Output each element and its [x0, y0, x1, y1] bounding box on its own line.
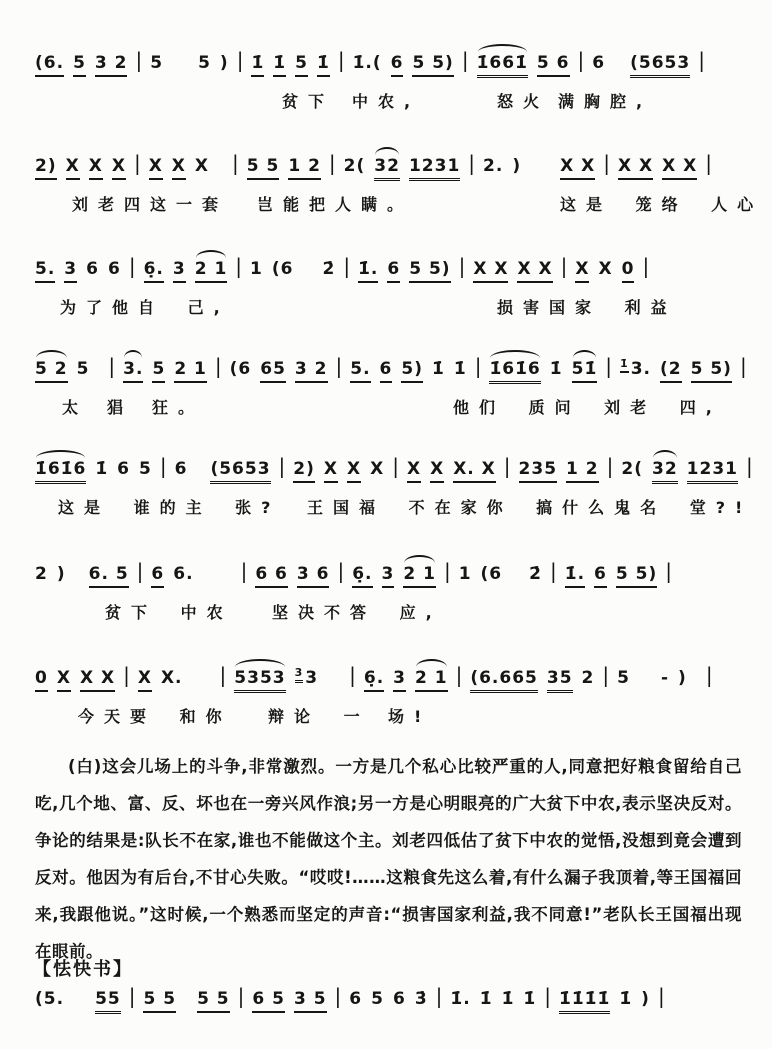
notation-token: 3 — [382, 563, 395, 588]
notation-token: X X — [473, 258, 508, 283]
notation-token: X — [66, 155, 80, 180]
notation-token: X X — [560, 155, 595, 180]
notation-token: 5 — [150, 53, 164, 73]
music-system-6 — [35, 561, 747, 624]
notation-token: 235 — [519, 458, 558, 483]
notation-token: 6 5 — [252, 988, 285, 1013]
notation-token: 1̇1̇1̇1̇ — [559, 988, 610, 1014]
notation-token: 1̇ — [549, 359, 563, 379]
lyric-segment: 怒火 — [497, 92, 550, 111]
notation-token: 3 — [295, 667, 304, 683]
notation-token: 6 — [592, 53, 606, 73]
jianpu-notation-line — [35, 50, 747, 80]
notation-token: 1̇ — [95, 459, 109, 479]
notation-token: 65 — [260, 358, 286, 383]
lyric-segment: 中农, — [352, 92, 421, 111]
barline: | — [343, 254, 352, 278]
notation-token: X — [370, 459, 385, 479]
notation-token: 5 5) — [616, 563, 657, 588]
barline: | — [549, 559, 558, 583]
barline: | — [657, 984, 666, 1008]
notation-token: 2) — [293, 458, 315, 483]
notation-token: 5353 — [234, 667, 285, 693]
notation-token: 5 — [76, 359, 90, 379]
barline: | — [337, 559, 346, 583]
notation-token: X — [407, 458, 421, 483]
notation-token: 5 2 — [35, 358, 68, 383]
barline: | — [705, 151, 714, 175]
notation-token: 3 — [64, 258, 77, 283]
music-system-4 — [35, 356, 747, 419]
notation-token: 5 6 — [537, 52, 570, 77]
notation-token: X — [89, 155, 103, 180]
notation-token: 5 5) — [691, 358, 732, 383]
lyric-segment: 贫下 — [282, 92, 335, 111]
notation-token: 6 6 — [255, 563, 288, 588]
lyric-segment: 岂能把人瞒。 — [257, 195, 414, 214]
notation-token: 5 5 — [197, 988, 230, 1013]
notation-token: 5 — [295, 52, 308, 77]
notation-token: X. — [160, 668, 183, 688]
notation-token: 3̇ — [414, 989, 428, 1009]
notation-token: - — [660, 668, 670, 688]
notation-token: 0 — [622, 258, 635, 283]
barline: | — [123, 663, 131, 687]
notation-token: 5 5 — [247, 155, 280, 180]
notation-token: ) — [678, 668, 687, 688]
notation-token: 0 — [35, 667, 48, 692]
notation-token: 5 — [617, 668, 630, 688]
notation-token: 1̇ — [523, 989, 537, 1009]
notation-token: 2 1 — [174, 358, 207, 383]
lyric-segment: 场! — [388, 707, 432, 726]
notation-token: 3 — [173, 258, 186, 283]
notation-token: 6̣. — [144, 258, 164, 283]
notation-token: 2̇ — [529, 564, 542, 584]
music-system-5 — [35, 454, 754, 519]
notation-token: X — [57, 667, 71, 692]
lyrics-line — [35, 295, 747, 319]
music-system-1 — [35, 50, 747, 113]
lyric-segment: 贫下 中农 — [105, 603, 233, 622]
notation-token: (6 — [480, 564, 503, 584]
music-system-3 — [35, 256, 747, 319]
notation-token: (6.665 — [470, 667, 538, 693]
barline: | — [278, 454, 287, 478]
notation-token: 1̇61̇6 — [35, 458, 86, 484]
barline: | — [606, 454, 615, 478]
spoken-dialogue: (白)这会儿场上的斗争,非常激烈。一方是几个私心比较严重的人,同意把好粮食留给自己吃,几个地、富、反、坏也在一旁兴风作浪;另一方是心明眼亮的广大贫下中农,表示坚决反对。争论的结果是:队长不在家,谁也不能做这个主。刘老四低估了贫下中农的觉悟,没想到竟会遭到反对。他因为有后台,不甘心失败。“哎哎!……这粮食先这么着,有什么漏子我顶着,等王国福回来,我跟他说。”这时候,一个熟悉而坚定的声音:“损害国家利益,我不同意!”老队长王国福出现在眼前。 — [35, 757, 742, 961]
barline: | — [455, 663, 464, 687]
lyric-segment: 满胸腔, — [558, 92, 653, 111]
notation-token: 2 1 — [415, 667, 448, 692]
barline: | — [603, 151, 611, 175]
barline: | — [698, 48, 706, 72]
notation-token: 3 — [393, 667, 406, 692]
notation-token: 3 2 — [95, 52, 128, 77]
notation-token: 1231 — [687, 458, 738, 484]
barline: | — [108, 354, 117, 378]
notation-token: X X — [517, 258, 552, 283]
notation-token: X. X — [453, 458, 496, 483]
notation-token: 6 — [387, 258, 400, 283]
barline: | — [577, 48, 586, 72]
notation-token: 1̇. — [450, 989, 471, 1009]
notation-token: ) — [219, 53, 229, 73]
notation-token: 6 — [86, 259, 99, 279]
barline: | — [335, 354, 344, 378]
notation-token: 5) — [401, 358, 423, 383]
notation-token: X — [324, 458, 338, 483]
notation-token: 5 — [73, 52, 86, 77]
barline: | — [337, 48, 346, 72]
barline: | — [219, 663, 228, 687]
notation-token: 2̇ — [322, 259, 336, 279]
barline: | — [136, 559, 145, 583]
lyric-segment: 今天要 和你 — [78, 707, 232, 726]
notation-token: (2 — [660, 358, 682, 383]
notation-token: 3. — [630, 359, 651, 379]
lyric-segment: 太 — [62, 398, 89, 417]
notation-token: X — [138, 667, 152, 692]
notation-token: 1̇ — [479, 989, 493, 1009]
notation-token: 35 — [547, 667, 573, 693]
notation-token: 2) — [35, 155, 57, 180]
notation-token: 6 — [392, 989, 406, 1009]
barline: | — [128, 984, 137, 1008]
barline: | — [745, 454, 754, 478]
notation-token: 5 5 — [143, 988, 176, 1013]
notation-token: 3 — [305, 668, 319, 688]
notation-token: 2 — [581, 668, 595, 688]
notation-token: 6 — [107, 259, 121, 279]
notation-token: 1̇ — [453, 359, 467, 379]
lyrics-line — [35, 704, 747, 728]
notation-token: 51̇ — [572, 358, 598, 383]
notation-token: 5 — [152, 358, 165, 383]
barline: | — [236, 48, 245, 72]
notation-token: 1̇ — [501, 989, 515, 1009]
barline: | — [435, 984, 444, 1008]
barline: | — [235, 254, 244, 278]
lyrics-line — [35, 600, 747, 624]
barline: | — [605, 354, 614, 378]
jianpu-notation-line — [35, 986, 747, 1016]
barline: | — [665, 559, 673, 583]
barline: | — [602, 663, 611, 687]
music-system-2 — [35, 151, 764, 216]
notation-token: 6̣. — [352, 563, 372, 588]
notation-token: X — [575, 258, 589, 283]
music-system-7 — [35, 665, 747, 728]
notation-token: (6 — [229, 359, 252, 379]
notation-token: 6̣. — [364, 667, 384, 692]
notation-token: 1̇661̇ — [477, 52, 528, 78]
jianpu-notation-line — [35, 454, 754, 486]
notation-token: 1 — [458, 564, 472, 584]
notation-token: 5 — [198, 53, 211, 73]
notation-token: 6 — [174, 459, 188, 479]
notation-token: 2 1 — [403, 563, 436, 588]
notation-token: X X — [662, 155, 697, 180]
notation-token: 1̇. — [358, 258, 378, 283]
notation-token: 6. 5 — [89, 563, 129, 588]
lyric-segment: 辩论 一 — [268, 707, 370, 726]
notation-token: 3 5 — [294, 988, 327, 1013]
barline: | — [128, 254, 137, 278]
lyric-segment: 为了他自 己, — [60, 298, 230, 317]
barline: | — [544, 984, 552, 1008]
notation-token: ) — [56, 564, 66, 584]
music-system-8 — [35, 986, 747, 1049]
barline: | — [328, 151, 337, 175]
notation-token: 6 — [151, 563, 164, 588]
barline: | — [133, 151, 142, 175]
lyrics-line — [35, 89, 747, 113]
lyrics-line — [35, 395, 747, 419]
notation-token: 1 — [250, 259, 263, 279]
notation-token: 6. — [173, 564, 194, 584]
barline: | — [214, 354, 223, 378]
lyrics-line — [35, 495, 753, 519]
notation-token: X — [172, 155, 186, 180]
notation-token: 1 2 — [288, 155, 321, 180]
notation-token: X X — [618, 155, 653, 180]
notation-token: 6 — [594, 563, 607, 588]
lyric-segment: 猖 — [107, 398, 134, 417]
lyrics-line — [35, 192, 764, 216]
barline: | — [560, 254, 569, 278]
jianpu-notation-line — [35, 153, 747, 183]
notation-token: 3 6 — [297, 563, 330, 588]
notation-token: 1̇.( — [352, 53, 382, 73]
jianpu-notation-line — [35, 665, 747, 695]
notation-token: 1231 — [409, 155, 460, 181]
notation-token: 5 5) — [409, 258, 450, 283]
barline: | — [705, 663, 714, 687]
notation-token: (6 — [271, 259, 294, 279]
lyric-segment: 坚决不答 应, — [272, 603, 442, 622]
notation-token: 5 — [139, 459, 152, 479]
notation-token: 5. — [35, 258, 55, 283]
barline: | — [237, 984, 246, 1008]
jianpu-notation-line — [35, 356, 747, 386]
notation-token: 5 — [371, 989, 384, 1009]
notation-token: X — [598, 259, 613, 279]
notation-token: ) — [512, 156, 522, 176]
barline: | — [458, 254, 467, 278]
lyric-segment: 这是 谁的主 张? — [58, 498, 281, 517]
notation-token: (5653 — [210, 458, 270, 484]
notation-token: 2( — [343, 156, 366, 176]
notation-token: 5 5) — [412, 52, 453, 77]
notation-token: X X — [80, 667, 115, 692]
notation-token: 5. — [350, 358, 370, 383]
barline: | — [503, 454, 512, 478]
notation-token: 32 — [652, 458, 678, 484]
notation-token: 1̇. — [565, 563, 585, 588]
barline: | — [240, 559, 249, 583]
notation-token: 6 — [380, 358, 393, 383]
notation-token: 1̇ — [317, 52, 330, 77]
barline: | — [739, 354, 748, 378]
notation-token: 1̇ — [251, 52, 264, 77]
barline: | — [392, 454, 400, 478]
notation-token: X — [430, 458, 444, 483]
notation-token: 2 1 — [195, 258, 228, 283]
notation-token: ) — [641, 989, 650, 1009]
barline: | — [232, 151, 240, 175]
barline: | — [461, 48, 470, 72]
barline: | — [135, 48, 144, 72]
jianpu-notation-line — [35, 256, 747, 286]
notation-token: 6 — [349, 989, 363, 1009]
notation-token: (5. — [35, 989, 65, 1009]
lyric-segment: 损害国家 利益 — [497, 298, 677, 317]
notation-token: X — [194, 156, 210, 176]
notation-token: 6 — [391, 52, 404, 77]
section-header: 【怯快书】 — [33, 959, 133, 980]
notation-token: 1 2 — [566, 458, 599, 483]
lyric-segment: 这是 笼络 人心 — [560, 195, 764, 214]
barline: | — [642, 254, 651, 278]
notation-token: (5653 — [630, 52, 690, 78]
barline: | — [349, 663, 357, 687]
notation-token: 1̇ — [432, 359, 445, 379]
notation-token: 2( — [621, 459, 643, 479]
notation-token: X — [347, 458, 361, 483]
notation-token: 3. — [123, 358, 143, 383]
notation-token: 1̇ — [273, 52, 286, 77]
lyric-segment: 他们 质问 刘老 四, — [453, 398, 722, 417]
barline: | — [474, 354, 483, 378]
notation-token: 6 — [117, 459, 131, 479]
notation-token: 3 2 — [295, 358, 328, 383]
notation-token: X — [149, 155, 163, 180]
notation-token: 1̇61̇6 — [489, 358, 540, 384]
barline: | — [443, 559, 452, 583]
notation-token: 32 — [374, 155, 400, 181]
notation-token: 55 — [95, 988, 121, 1014]
notation-token: 1̇ — [619, 989, 633, 1009]
lyric-segment: 王国福 不在家你 搞什么鬼名 堂?! — [307, 498, 753, 517]
barline: | — [468, 151, 477, 175]
barline: | — [334, 984, 343, 1008]
notation-token: 2 — [35, 564, 48, 584]
lyric-segment: 狂。 — [152, 398, 205, 417]
barline: | — [159, 454, 168, 478]
lyrics-line — [35, 1025, 747, 1049]
notation-token: X — [112, 155, 126, 180]
lyric-segment: 刘老四这一套 — [72, 195, 229, 214]
notation-token: 1̇ — [620, 358, 629, 373]
notation-token: 2. — [483, 156, 504, 176]
notation-token: (6. — [35, 52, 64, 77]
jianpu-notation-line — [35, 561, 747, 591]
